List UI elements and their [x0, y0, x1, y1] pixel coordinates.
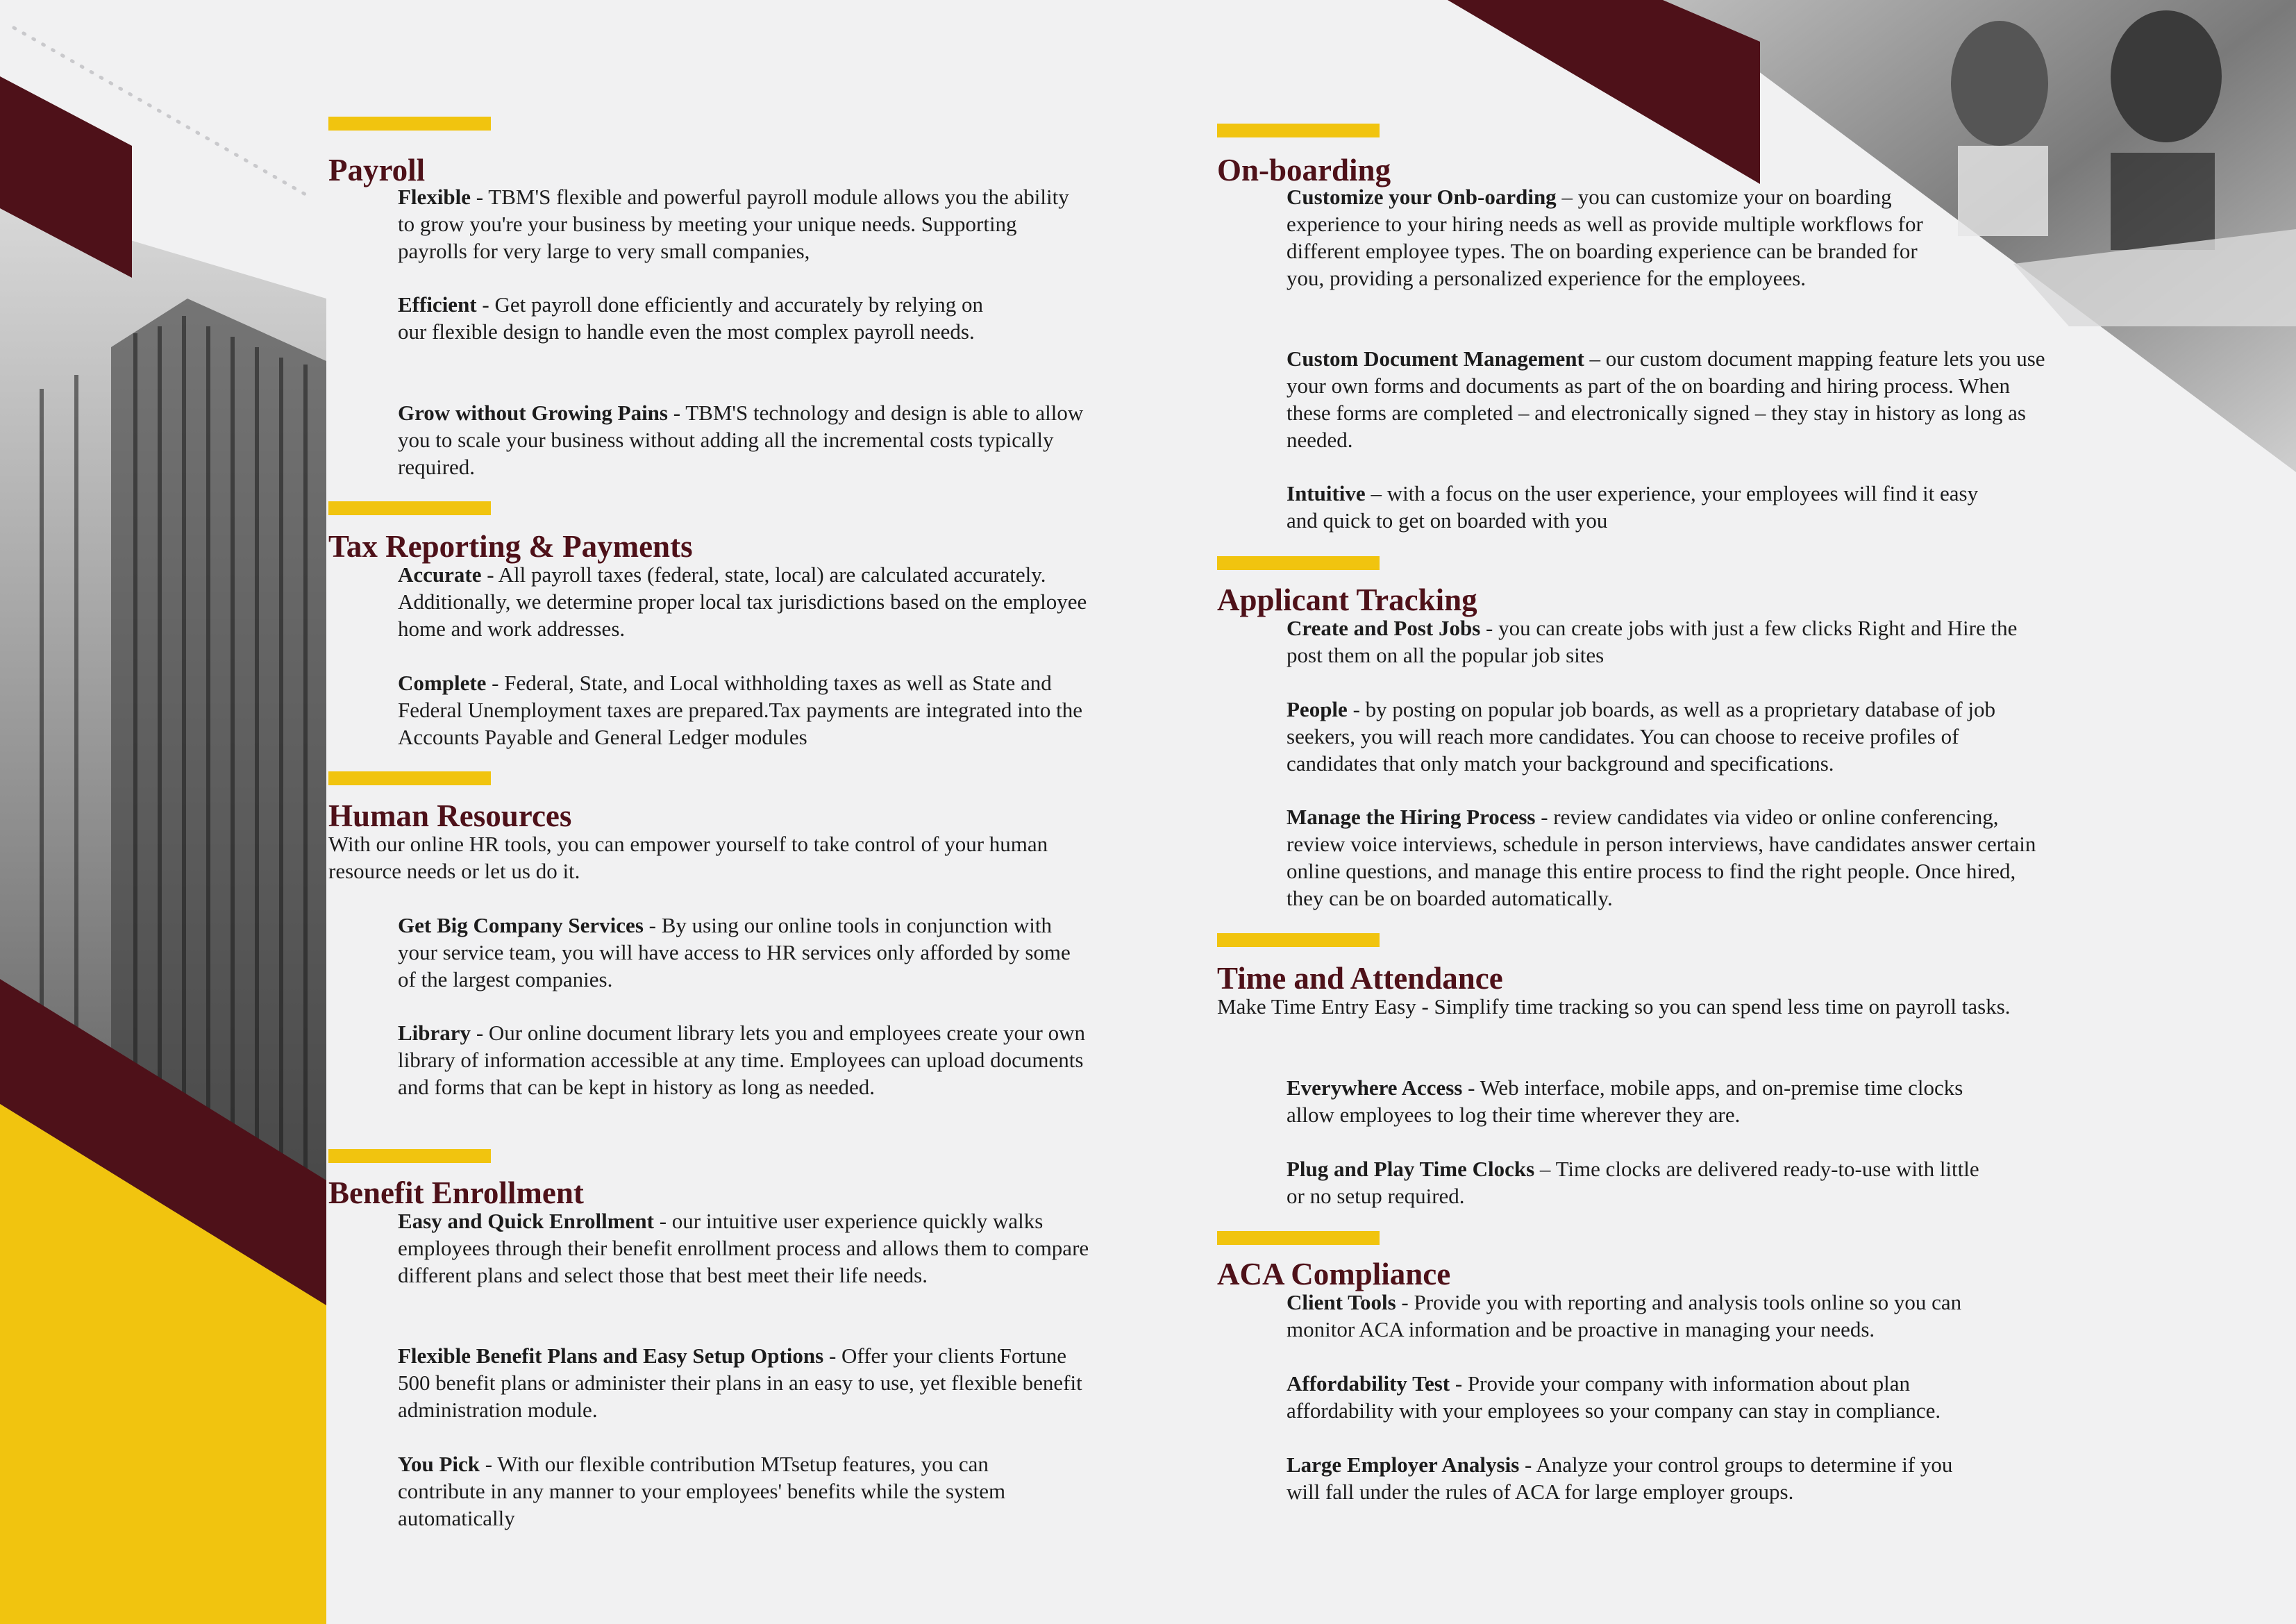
- feature-term: Grow without Growing Pains: [398, 401, 668, 425]
- section-title: Tax Reporting & Payments: [328, 529, 693, 564]
- feature-item: Affordability Test - Provide your company with information about plan affordability with your employees so your company can stay in compliance.: [1287, 1371, 1941, 1423]
- section-intro: Make Time Entry Easy - Simplify time tracking so you can spend less time on payroll tasks.: [1217, 994, 2011, 1019]
- feature-item: Large Employer Analysis - Analyze your control groups to determine if you will fall under the rules of ACA for large employer groups.: [1287, 1453, 1953, 1504]
- feature-term: Accurate: [398, 562, 482, 587]
- gold-rule: [328, 117, 491, 131]
- feature-term: Create and Post Jobs: [1287, 616, 1481, 640]
- feature-item: Accurate - All payroll taxes (federal, state, local) are calculated accurately. Additionally, we determine proper local tax jurisdictions based on the employee home and work addresses.: [398, 562, 1087, 641]
- feature-term: Complete: [398, 671, 487, 695]
- feature-term: Flexible Benefit Plans and Easy Setup Options: [398, 1343, 824, 1368]
- gold-rule: [328, 1149, 491, 1163]
- section-title: Time and Attendance: [1217, 961, 1503, 996]
- feature-item: Flexible - TBM'S flexible and powerful payroll module allows you the ability to grow you're your business by meeting your unique needs. Supporting payrolls for very large to very small companies,: [398, 185, 1069, 263]
- feature-item: Library - Our online document library lets you and employees create your own library of information accessible at any time. Employees can upload documents and forms that can be kept in history as long as needed.: [398, 1021, 1086, 1099]
- gold-rule: [1217, 933, 1380, 947]
- feature-item: Client Tools - Provide you with reporting and analysis tools online so you can monitor ACA information and be proactive in managing your needs.: [1287, 1290, 1962, 1341]
- feature-item: Flexible Benefit Plans and Easy Setup Options - Offer your clients Fortune 500 benefit plans or administer their plans in an easy to use, yet flexible benefit administration module.: [398, 1343, 1082, 1422]
- feature-item: People - by posting on popular job boards, as well as a proprietary database of job seekers, you will reach more candidates. You can choose to receive profiles of candidates that only match your background and specifications.: [1287, 697, 1996, 776]
- section-title: Benefit Enrollment: [328, 1175, 584, 1210]
- feature-term: Everywhere Access: [1287, 1075, 1463, 1100]
- feature-item: Plug and Play Time Clocks – Time clocks are delivered ready-to-use with little or no setup required.: [1287, 1157, 1979, 1208]
- gold-rule: [328, 771, 491, 785]
- feature-term: People: [1287, 697, 1348, 721]
- feature-item: Get Big Company Services - By using our online tools in conjunction with your service team, you will have access to HR services only afforded by some of the largest companies.: [398, 913, 1071, 991]
- feature-term: Client Tools: [1287, 1290, 1396, 1314]
- section-title: On-boarding: [1217, 153, 1391, 187]
- feature-item: You Pick - With our flexible contribution MTsetup features, you can contribute in any manner to your employees' benefits while the system automatically: [398, 1452, 1006, 1530]
- feature-term: Efficient: [398, 292, 477, 317]
- section-intro: With our online HR tools, you can empower yourself to take control of your human resource needs or let us do it.: [328, 832, 1048, 883]
- feature-item: Custom Document Management – our custom document mapping feature lets you use your own forms and documents as part of the on boarding and hiring process. When these forms are completed – and electronically signed – they stay in history as long as needed.: [1287, 346, 2045, 452]
- feature-term: Custom Document Management: [1287, 346, 1584, 371]
- feature-term: Intuitive: [1287, 481, 1366, 505]
- feature-term: Affordability Test: [1287, 1371, 1450, 1396]
- feature-item: Grow without Growing Pains - TBM'S technology and design is able to allow you to scale your business without adding all the incremental costs typically required.: [398, 401, 1084, 479]
- feature-item: Manage the Hiring Process - review candidates via video or online conferencing, review voice interviews, schedule in person interviews, have candidates answer certain online questions, and manage this entire process to find the right people. Once hired, they can be on boarded automatically.: [1287, 805, 2036, 910]
- feature-term: Large Employer Analysis: [1287, 1453, 1520, 1477]
- gold-rule: [1217, 124, 1380, 137]
- maroon-band-top-right: [1448, 0, 1760, 184]
- feature-term: Easy and Quick Enrollment: [398, 1209, 654, 1233]
- feature-term: You Pick: [398, 1452, 480, 1476]
- feature-item: Complete - Federal, State, and Local withholding taxes as well as State and Federal Unemployment taxes are prepared.Tax payments are integrated into the Accounts Payable and General Ledger modules: [398, 671, 1082, 749]
- feature-item: Intuitive – with a focus on the user experience, your employees will find it easy and quick to get on boarded with you: [1287, 481, 1979, 533]
- feature-term: Manage the Hiring Process: [1287, 805, 1536, 829]
- section-title: Payroll: [328, 153, 426, 187]
- section-title: ACA Compliance: [1217, 1257, 1451, 1291]
- feature-term: Customize your Onb-oarding: [1287, 185, 1557, 209]
- feature-term: Library: [398, 1021, 471, 1045]
- feature-item: Customize your Onb-oarding – you can customize your on boarding experience to your hiring needs as well as provide multiple workflows for different employee types. The on boarding experience can be branded for you, providing a personalized experience for the employees.: [1287, 185, 1923, 290]
- feature-term: Get Big Company Services: [398, 913, 644, 937]
- gold-rule: [1217, 1231, 1380, 1245]
- feature-term: Plug and Play Time Clocks: [1287, 1157, 1535, 1181]
- feature-term: Flexible: [398, 185, 471, 209]
- section-title: Human Resources: [328, 798, 572, 833]
- gold-rule: [328, 501, 491, 515]
- feature-item: Easy and Quick Enrollment - our intuitive user experience quickly walks employees through their benefit enrollment process and allows them to compare different plans and select those that best meet their life needs.: [398, 1209, 1089, 1287]
- feature-item: Efficient - Get payroll done efficiently and accurately by relying on our flexible design to handle even the most complex payroll needs.: [398, 292, 984, 344]
- section-title: Applicant Tracking: [1217, 583, 1477, 617]
- feature-item: Everywhere Access - Web interface, mobile apps, and on-premise time clocks allow employees to log their time wherever they are.: [1287, 1075, 1963, 1127]
- feature-item: Create and Post Jobs - you can create jobs with just a few clicks Right and Hire the post them on all the popular job sites: [1287, 616, 2018, 667]
- gold-rule: [1217, 556, 1380, 570]
